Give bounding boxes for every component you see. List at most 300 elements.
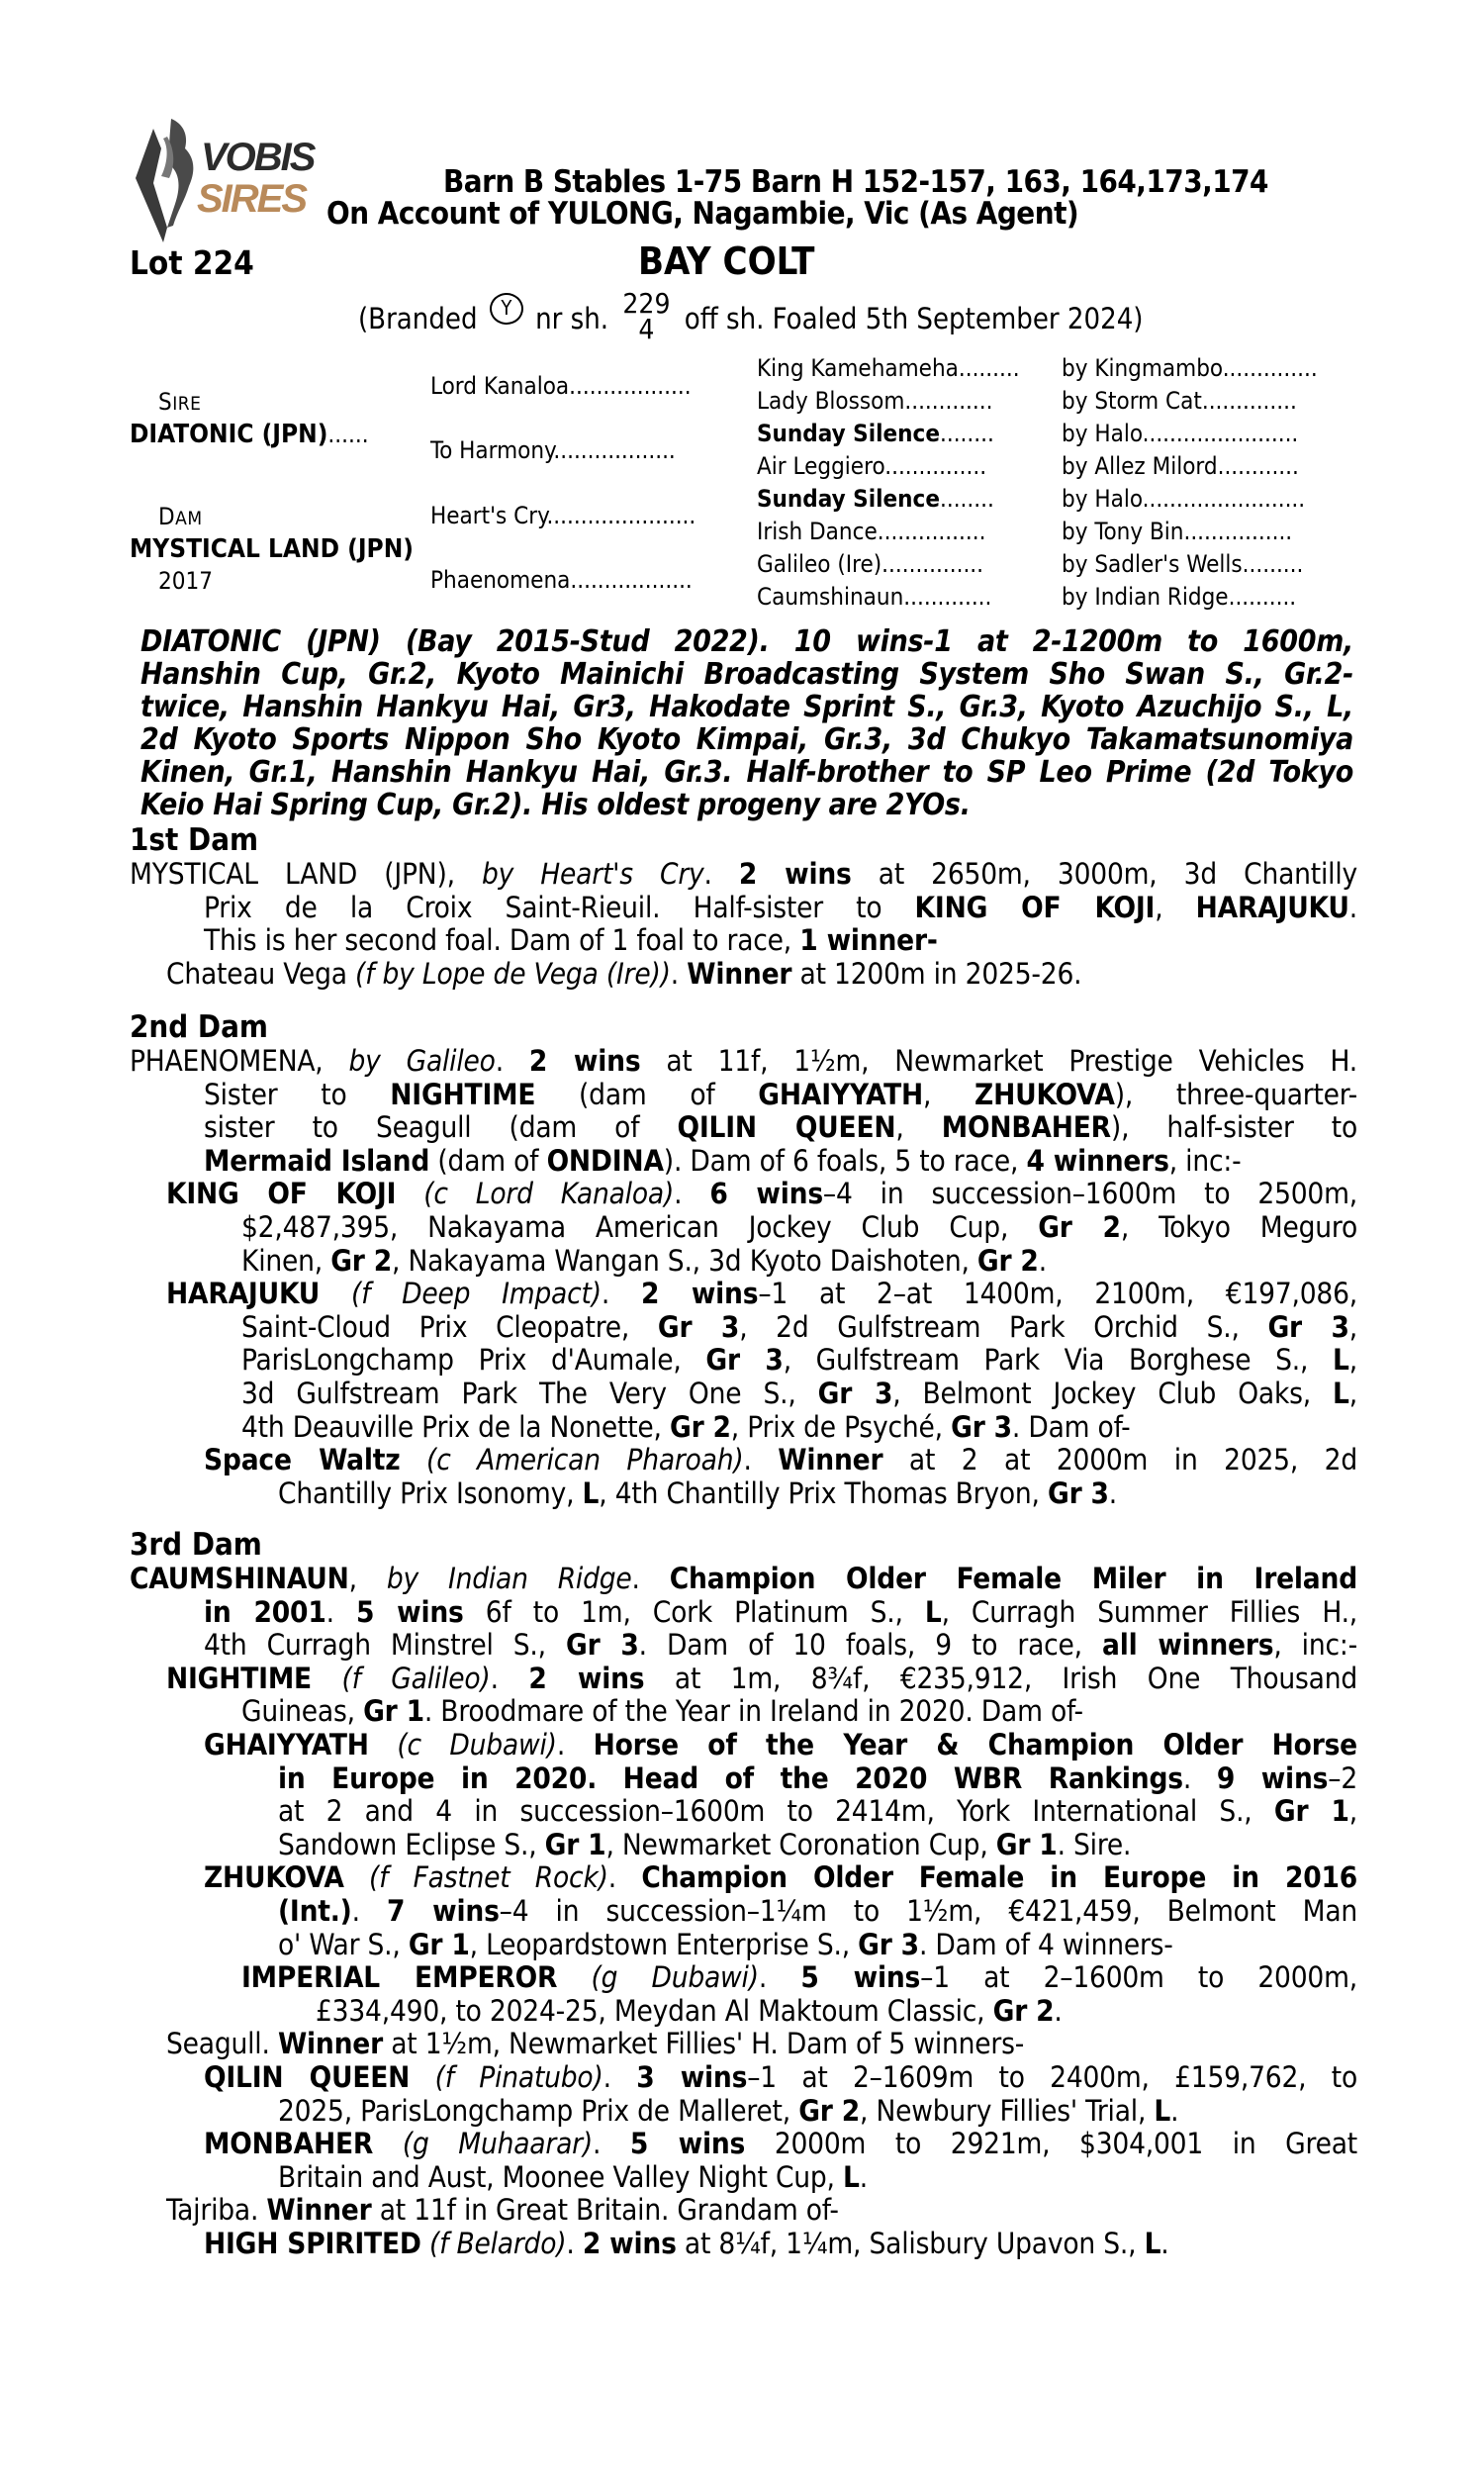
grandparent-dots: .................. (570, 566, 693, 594)
text: at 11f in Great Britain. Grandam of- (371, 2193, 839, 2228)
text: ), half-sister to (1110, 1110, 1358, 1145)
text: 6f to 1m, Cork Platinum S., (463, 1594, 925, 1629)
text: . (593, 2127, 630, 2161)
great-grandparent-sire-dots: ......... (1242, 550, 1304, 578)
bold-text: QILIN QUEEN (204, 2060, 411, 2094)
section-text-line (204, 2127, 1357, 2160)
pedigree-great-grandparent (757, 518, 985, 545)
section-text-line (278, 1928, 1173, 1961)
text (396, 1177, 423, 1210)
great-grandparent-name: Sunday Silence (757, 485, 940, 513)
text: . (601, 1277, 641, 1311)
bold-text: 2 wins (528, 1044, 641, 1078)
bold-text: L (1333, 1343, 1349, 1378)
section-text-line (166, 1277, 1357, 1310)
text: , inc:- (1273, 1628, 1357, 1663)
great-grandparent-name: Caumshinaun (757, 583, 904, 611)
bold-text: Mermaid Island (204, 1143, 430, 1178)
pedigree-great-grandparent (757, 420, 994, 447)
section-text-line (204, 1144, 1241, 1178)
text: –1 at 2–1609m to 2400m, £159,762, to (747, 2060, 1357, 2094)
text: . (1160, 2227, 1169, 2260)
section-text-line (166, 1177, 1357, 1210)
text: –2 (1328, 1760, 1357, 1795)
text: , (1348, 1794, 1357, 1829)
text: , Newbury Fillies' Trial, (860, 2093, 1155, 2128)
section-text-line (166, 957, 1081, 991)
great-grandparent-dots: ................ (877, 518, 986, 545)
text: at 2650m, 3000m, 3d Chantilly (851, 857, 1358, 891)
bold-text: Winner (266, 2193, 372, 2228)
account-line: On Account of YULONG, Nagambie, Vic (As Agent) (326, 196, 1079, 232)
italic-text: (g Muhaarar) (402, 2127, 593, 2161)
text: , Tokyo Meguro (1120, 1210, 1357, 1244)
bold-text: KING OF KOJI (166, 1177, 397, 1211)
sire-paragraph-line: Kinen, Gr.1, Hanshin Hankyu Hai, Gr.3. Half-brother to SP Leo Prime (2d Tokyo (140, 755, 1353, 790)
bold-text: L (843, 2159, 860, 2194)
brand-off-shoulder-foaled: off sh. Foaled 5th September 2024) (684, 302, 1144, 335)
italic-text: by Heart's Cry (481, 857, 704, 891)
bold-text: GHAIYYATH (758, 1077, 924, 1111)
text: sister to Seagull (dam of (204, 1110, 678, 1145)
section-text-line (204, 923, 938, 957)
text: , 2d Gulfstream Park Orchid S., (739, 1309, 1268, 1344)
vobis-sires-logo (124, 109, 322, 247)
text (421, 2227, 429, 2260)
pedigree-great-grandparent (757, 387, 992, 415)
text: . (758, 1960, 801, 1995)
text: . (1182, 1760, 1217, 1795)
sire-paragraph-line: Keio Hai Spring Cup, Gr.2). His oldest progeny are 2YOs. (140, 788, 971, 822)
bold-text: GHAIYYATH (204, 1728, 369, 1761)
text: $2,487,395, Nakayama American Jockey Club Cup, (241, 1210, 1039, 1244)
pedigree-great-grandparent (757, 583, 991, 611)
text: , Curragh Summer Fillies H., (941, 1594, 1358, 1629)
text: . Broodmare of the Year in Ireland in 2020. Dam of- (423, 1694, 1083, 1729)
bold-text: Gr 3 (1267, 1309, 1349, 1344)
text: Tajriba. (166, 2193, 267, 2228)
bold-text: Space Waltz (204, 1443, 401, 1477)
text: , (1348, 1377, 1357, 1410)
text: 2025, ParisLongchamp Prix de Malleret, (278, 2093, 799, 2128)
section-text-line (241, 1244, 1047, 1278)
pedigree-great-grandparent (757, 354, 1020, 382)
text: . (556, 1728, 594, 1761)
great-grandparent-sire: by Halo (1062, 420, 1143, 447)
bold-text: 2 wins (738, 857, 852, 891)
text: at 1m, 8¾f, €235,912, Irish One Thousand (644, 1661, 1357, 1695)
bold-text: Gr 3 (858, 1927, 919, 1961)
text: Sister to (204, 1077, 391, 1111)
text: , (1348, 1343, 1357, 1378)
bold-text: L (1144, 2227, 1161, 2260)
section-text-line (204, 2227, 1169, 2260)
text: This is her second foal. Dam of 1 foal to race, (204, 923, 800, 958)
pedigree-great-grandparent (757, 485, 994, 513)
pedigree-grandparent (430, 436, 676, 464)
great-grandparent-sire: by Storm Cat (1062, 387, 1202, 415)
bold-text: Gr 2 (798, 2093, 860, 2128)
dam-label-initial: D (158, 503, 176, 530)
section-text-line (278, 2094, 1178, 2128)
bold-text: Gr 1 (363, 1694, 424, 1729)
section-text-line (204, 1628, 1357, 1662)
text: . (743, 1443, 779, 1477)
text: Chantilly Prix Isonomy, (278, 1475, 583, 1510)
pedigree-grandparent (430, 502, 696, 529)
section-text-line (204, 1860, 1357, 1894)
bold-text: Gr 2 (669, 1409, 731, 1444)
sire-paragraph-line: DIATONIC (JPN) (Bay 2015-Stud 2022). 10 wins-1 at 2-1200m to 1600m, (140, 624, 1353, 659)
text: PHAENOMENA, (130, 1044, 349, 1078)
dam-label-rest: AM (175, 508, 203, 529)
bold-text: 5 wins (629, 2127, 746, 2161)
text (557, 1960, 591, 1994)
bold-text: ZHUKOVA (204, 1860, 344, 1895)
section-text-line (278, 1761, 1357, 1795)
text: . Dam of 4 winners- (918, 1927, 1173, 1961)
pedigree-grandparent (430, 372, 692, 400)
great-grandparent-sire: by Tony Bin (1062, 518, 1184, 545)
text: , Newmarket Coronation Cup, (605, 1827, 996, 1861)
bold-text: Gr 3 (951, 1409, 1012, 1444)
brand-line (358, 287, 1144, 346)
great-grandparent-sire-dots: ................ (1183, 518, 1293, 545)
brand-near-shoulder: nr sh. (535, 302, 609, 335)
text: –1 at 2–at 1400m, 2100m, €197,086, (758, 1277, 1357, 1311)
text: at 1200m in 2025-26. (791, 956, 1082, 991)
dam-foaling-year: 2017 (158, 567, 213, 595)
bold-text: L (1333, 1377, 1349, 1410)
pedigree-sire-of-great-grandparent (1062, 452, 1299, 480)
great-grandparent-dots: ............. (904, 387, 993, 415)
bold-text: Gr 1 (544, 1827, 606, 1861)
text (344, 1860, 369, 1894)
text: . (495, 1044, 529, 1078)
text: , Prix de Psyché, (730, 1409, 952, 1444)
bold-text: Gr 3 (705, 1343, 784, 1378)
text: . (1108, 1475, 1118, 1510)
bold-text: KING OF KOJI (914, 890, 1156, 924)
text: Prix de la Croix Saint-Rieuil. Half-sister to (204, 890, 915, 924)
great-grandparent-sire: by Sadler's Wells (1062, 550, 1243, 578)
bold-text: in 2001 (204, 1594, 326, 1629)
text: –4 in succession–1600m to 2500m, (822, 1177, 1358, 1211)
location-line: Barn B Stables 1-75 Barn H 152-157, 163, 164,173,174 (443, 164, 1268, 200)
bold-text: 4 winners (1026, 1143, 1169, 1178)
brand-number-top: 229 (622, 287, 671, 320)
section-text-line (204, 1728, 1357, 1761)
great-grandparent-sire-dots: .......... (1228, 583, 1297, 611)
text: ). Dam of 6 foals, 5 to race, (663, 1143, 1027, 1178)
text: at 8¼f, 1¼m, Salisbury Upavon S., (676, 2227, 1145, 2260)
section-heading-2nd-dam: 2nd Dam (130, 1009, 268, 1045)
logo-text-sires: SIRES (197, 177, 307, 221)
text: 3d Gulfstream Park The Very One S., (241, 1377, 818, 1410)
text: Kinen, (241, 1243, 331, 1278)
great-grandparent-name: Lady Blossom (757, 387, 905, 415)
bold-text: 2 wins (640, 1277, 759, 1311)
text (400, 1443, 426, 1476)
great-grandparent-name: King Kamehameha (757, 354, 959, 382)
text: , Gulfstream Park Via Borghese S., (783, 1343, 1334, 1378)
text: Saint-Cloud Prix Cleopatre, (241, 1309, 658, 1344)
text: , (1155, 890, 1196, 924)
text: . (1348, 890, 1357, 924)
great-grandparent-dots: ............. (903, 583, 992, 611)
text: at 1½m, Newmarket Fillies' H. Dam of 5 winners- (383, 2027, 1025, 2061)
great-grandparent-sire: by Kingmambo (1062, 354, 1223, 382)
great-grandparent-dots: ............... (881, 550, 984, 578)
text (312, 1662, 342, 1695)
bold-text: Winner (277, 2027, 384, 2061)
text: . (674, 1177, 710, 1211)
bold-text: Gr 3 (1048, 1475, 1109, 1510)
text: ParisLongchamp Prix d'Aumale, (241, 1343, 706, 1378)
section-text-line (316, 1994, 1063, 2028)
bold-text: QILIN QUEEN (677, 1110, 896, 1145)
text: . (859, 2159, 868, 2194)
pedigree-sire-of-great-grandparent (1062, 387, 1297, 415)
text: –1 at 2–1600m to 2000m, (920, 1960, 1357, 1995)
section-text-line (204, 891, 1357, 924)
sire-dots: ...... (327, 421, 369, 448)
bold-text: 2 wins (582, 2227, 677, 2260)
text: . (566, 2227, 583, 2260)
bold-text: Gr 3 (565, 1628, 639, 1663)
great-grandparent-dots: ........ (939, 420, 994, 447)
bold-text: L (582, 1475, 600, 1510)
bold-text: HARAJUKU (166, 1277, 321, 1311)
pedigree-great-grandparent (757, 452, 986, 480)
sire-label-rest: IRE (172, 393, 202, 415)
bold-text: Gr 3 (817, 1377, 893, 1410)
sire-paragraph-line: 2d Kyoto Sports Nippon Sho Kyoto Kimpai, Gr.3, 3d Chukyo Takamatsunomiya (140, 722, 1353, 757)
brand-number (622, 287, 671, 345)
text: . (1170, 2093, 1179, 2128)
grandparent-dots: .................. (569, 372, 692, 400)
text: , 4th Chantilly Prix Thomas Bryon, (599, 1475, 1049, 1510)
bold-text: 2 wins (528, 1661, 645, 1695)
grandparent-name: Heart's Cry (430, 502, 547, 529)
bold-text: Gr 2 (330, 1243, 392, 1278)
text: , Leopardstown Enterprise S., (469, 1927, 859, 1961)
bold-text: Gr 2 (1038, 1210, 1121, 1244)
text: . (351, 1894, 387, 1928)
lot-number: Lot 224 (130, 243, 254, 282)
bold-text: in Europe in 2020. Head of the 2020 WBR Rankings (278, 1760, 1183, 1795)
text: . (670, 956, 688, 991)
section-text-line (241, 1694, 1083, 1728)
section-heading-3rd-dam: 3rd Dam (130, 1527, 262, 1563)
text: £334,490, to 2024-25, Meydan Al Maktoum Classic, (316, 1993, 993, 2028)
text: at 11f, 1½m, Newmarket Prestige Vehicles H. (640, 1044, 1357, 1078)
text: . (490, 1661, 529, 1695)
bold-text: NIGHTIME (166, 1661, 312, 1695)
section-text-line (241, 1310, 1357, 1344)
text: Guineas, (241, 1694, 364, 1729)
bold-text: Winner (687, 956, 792, 991)
grandparent-name: Lord Kanaloa (430, 372, 570, 400)
section-text-line (204, 1443, 1357, 1476)
sire-row (130, 420, 369, 449)
grandparent-dots: ...................... (546, 502, 696, 529)
text: , inc:- (1168, 1143, 1242, 1178)
section-text-line (166, 1662, 1357, 1695)
text: Chateau Vega (166, 956, 356, 991)
bold-text: 1 winner- (799, 923, 938, 958)
pedigree-sire-of-great-grandparent (1062, 354, 1318, 382)
italic-text: (f Pinatubo) (434, 2060, 603, 2094)
pedigree-sire-of-great-grandparent (1062, 583, 1296, 611)
sire-label-initial: S (158, 388, 173, 416)
great-grandparent-sire: by Halo (1062, 485, 1143, 513)
bold-text: Gr 2 (992, 1993, 1055, 2028)
text: . Dam of- (1011, 1409, 1131, 1444)
page-title: BAY COLT (638, 239, 815, 283)
section-text-line (241, 1377, 1357, 1410)
text: . (1054, 1993, 1063, 2028)
bold-text: Winner (778, 1443, 883, 1477)
pedigree-grandparent (430, 566, 693, 594)
text (410, 2060, 434, 2094)
section-text-line (278, 2160, 868, 2194)
bold-text: MONBAHER (204, 2127, 374, 2161)
section-text-line (241, 1410, 1131, 1444)
sire-paragraph-line: Hanshin Cup, Gr.2, Kyoto Mainichi Broadcasting System Sho Swan S., Gr.2- (140, 657, 1353, 692)
section-text-line (204, 1110, 1357, 1144)
section-heading-1st-dam: 1st Dam (130, 822, 259, 858)
section-text-line (130, 857, 1357, 891)
bold-text: Gr 2 (976, 1243, 1039, 1278)
bold-text: HIGH SPIRITED (204, 2227, 421, 2260)
bold-text: L (924, 1594, 942, 1629)
text: (dam of (429, 1143, 547, 1178)
text: , Belmont Jockey Club Oaks, (892, 1377, 1334, 1410)
dam-label (158, 503, 203, 530)
section-text-line (278, 1828, 1131, 1861)
bold-text: 9 wins (1216, 1760, 1329, 1795)
great-grandparent-sire-dots: .............. (1201, 387, 1297, 415)
bold-text: Gr 1 (995, 1827, 1058, 1861)
great-grandparent-sire: by Indian Ridge (1062, 583, 1229, 611)
text: . (603, 2060, 637, 2094)
italic-text: (c American Pharoah) (426, 1443, 744, 1477)
great-grandparent-sire-dots: ............ (1217, 452, 1299, 480)
bold-text: Gr 3 (657, 1309, 740, 1344)
text: , (348, 1562, 387, 1595)
section-text-line (166, 2027, 1024, 2060)
section-text-line (204, 1078, 1357, 1111)
text: , (895, 1110, 942, 1145)
bold-text: Champion Older Female Miler in Ireland (669, 1562, 1357, 1595)
great-grandparent-sire-dots: ....................... (1142, 420, 1299, 447)
bold-text: 6 wins (709, 1177, 823, 1211)
italic-text: by Indian Ridge (386, 1562, 632, 1595)
text: at 2 and 4 in succession–1600m to 2414m, York International S., (278, 1794, 1274, 1829)
sire-name: DIATONIC (JPN) (130, 420, 328, 449)
grandparent-dots: .................. (553, 436, 676, 464)
section-text-line (204, 1595, 1357, 1629)
bold-text: 7 wins (386, 1894, 500, 1928)
bold-text: 5 wins (800, 1960, 921, 1995)
bold-text: NIGHTIME (390, 1077, 536, 1111)
bold-text: IMPERIAL EMPEROR (241, 1960, 558, 1995)
section-text-line (241, 1210, 1357, 1244)
text: , Nakayama Wangan S., 3d Kyoto Daishoten, (392, 1243, 977, 1278)
text: . Sire. (1057, 1827, 1132, 1861)
text (373, 2127, 403, 2160)
bold-text: ONDINA (546, 1143, 664, 1178)
bold-text: HARAJUKU (1195, 890, 1349, 924)
section-text-line (241, 1960, 1357, 1994)
text: . (631, 1562, 670, 1595)
text: Britain and Aust, Moonee Valley Night Cup, (278, 2159, 844, 2194)
pedigree-great-grandparent (757, 550, 983, 578)
great-grandparent-dots: ......... (958, 354, 1020, 382)
pedigree-sire-of-great-grandparent (1062, 420, 1298, 447)
brand-prefix: (Branded (358, 302, 478, 335)
great-grandparent-sire-dots: .............. (1222, 354, 1318, 382)
great-grandparent-name: Air Leggiero (757, 452, 885, 480)
section-text-line (278, 1794, 1357, 1828)
logo-text-vobis: VOBIS (201, 136, 315, 179)
italic-text: by Galileo (348, 1044, 496, 1078)
bold-text: Gr 1 (408, 1927, 470, 1961)
grandparent-name: To Harmony (430, 436, 554, 464)
bold-text: Champion Older Female in Europe in 2016 (641, 1860, 1358, 1895)
italic-text: (f by Lope de Vega (Ire)) (355, 956, 671, 991)
text: 4th Curragh Minstrel S., (204, 1628, 566, 1663)
text: o' War S., (278, 1927, 409, 1961)
pedigree-sire-of-great-grandparent (1062, 485, 1305, 513)
pedigree-sire-of-great-grandparent (1062, 518, 1292, 545)
section-text-line (278, 1476, 1117, 1510)
bold-text: 3 wins (636, 2060, 748, 2094)
dam-name: MYSTICAL LAND (JPN) (130, 534, 414, 564)
sire-label (158, 388, 201, 416)
bold-text: ZHUKOVA (974, 1077, 1115, 1111)
italic-text: (g Dubawi) (591, 1960, 759, 1995)
great-grandparent-dots: ............... (884, 452, 987, 480)
grandparent-name: Phaenomena (430, 566, 571, 594)
text: . (1038, 1243, 1047, 1278)
brand-number-bottom: 4 (638, 313, 655, 345)
great-grandparent-name: Sunday Silence (757, 420, 940, 447)
text: at 2 at 2000m in 2025, 2d (882, 1443, 1357, 1477)
text: . Dam of 10 foals, 9 to race, (638, 1628, 1103, 1663)
text: 2000m to 2921m, $304,001 in Great (745, 2127, 1357, 2161)
bold-text: CAUMSHINAUN (130, 1562, 349, 1595)
great-grandparent-name: Galileo (Ire) (757, 550, 882, 578)
italic-text: (f Galileo) (341, 1661, 491, 1695)
text: MYSTICAL LAND (JPN), (130, 857, 482, 891)
text: Sandown Eclipse S., (278, 1827, 545, 1861)
text: –4 in succession–1¼m to 1½m, €421,459, Belmont Man (499, 1894, 1358, 1928)
section-text-line (130, 1044, 1357, 1078)
sire-paragraph-line: twice, Hanshin Hankyu Hai, Gr3, Hakodate Sprint S., Gr.3, Kyoto Azuchijo S., L, (140, 690, 1353, 724)
brand-symbol-icon: Y (490, 293, 523, 325)
pedigree-sire-of-great-grandparent (1062, 550, 1303, 578)
bold-text: Horse of the Year & Champion Older Horse (593, 1728, 1357, 1761)
text: , (1348, 1309, 1357, 1344)
text: , (923, 1077, 975, 1111)
great-grandparent-dots: ........ (939, 485, 994, 513)
great-grandparent-sire: by Allez Milord (1062, 452, 1218, 480)
italic-text: (c Dubawi) (397, 1728, 557, 1761)
bold-text: all winners (1102, 1628, 1274, 1663)
great-grandparent-sire-dots: ........................ (1142, 485, 1306, 513)
